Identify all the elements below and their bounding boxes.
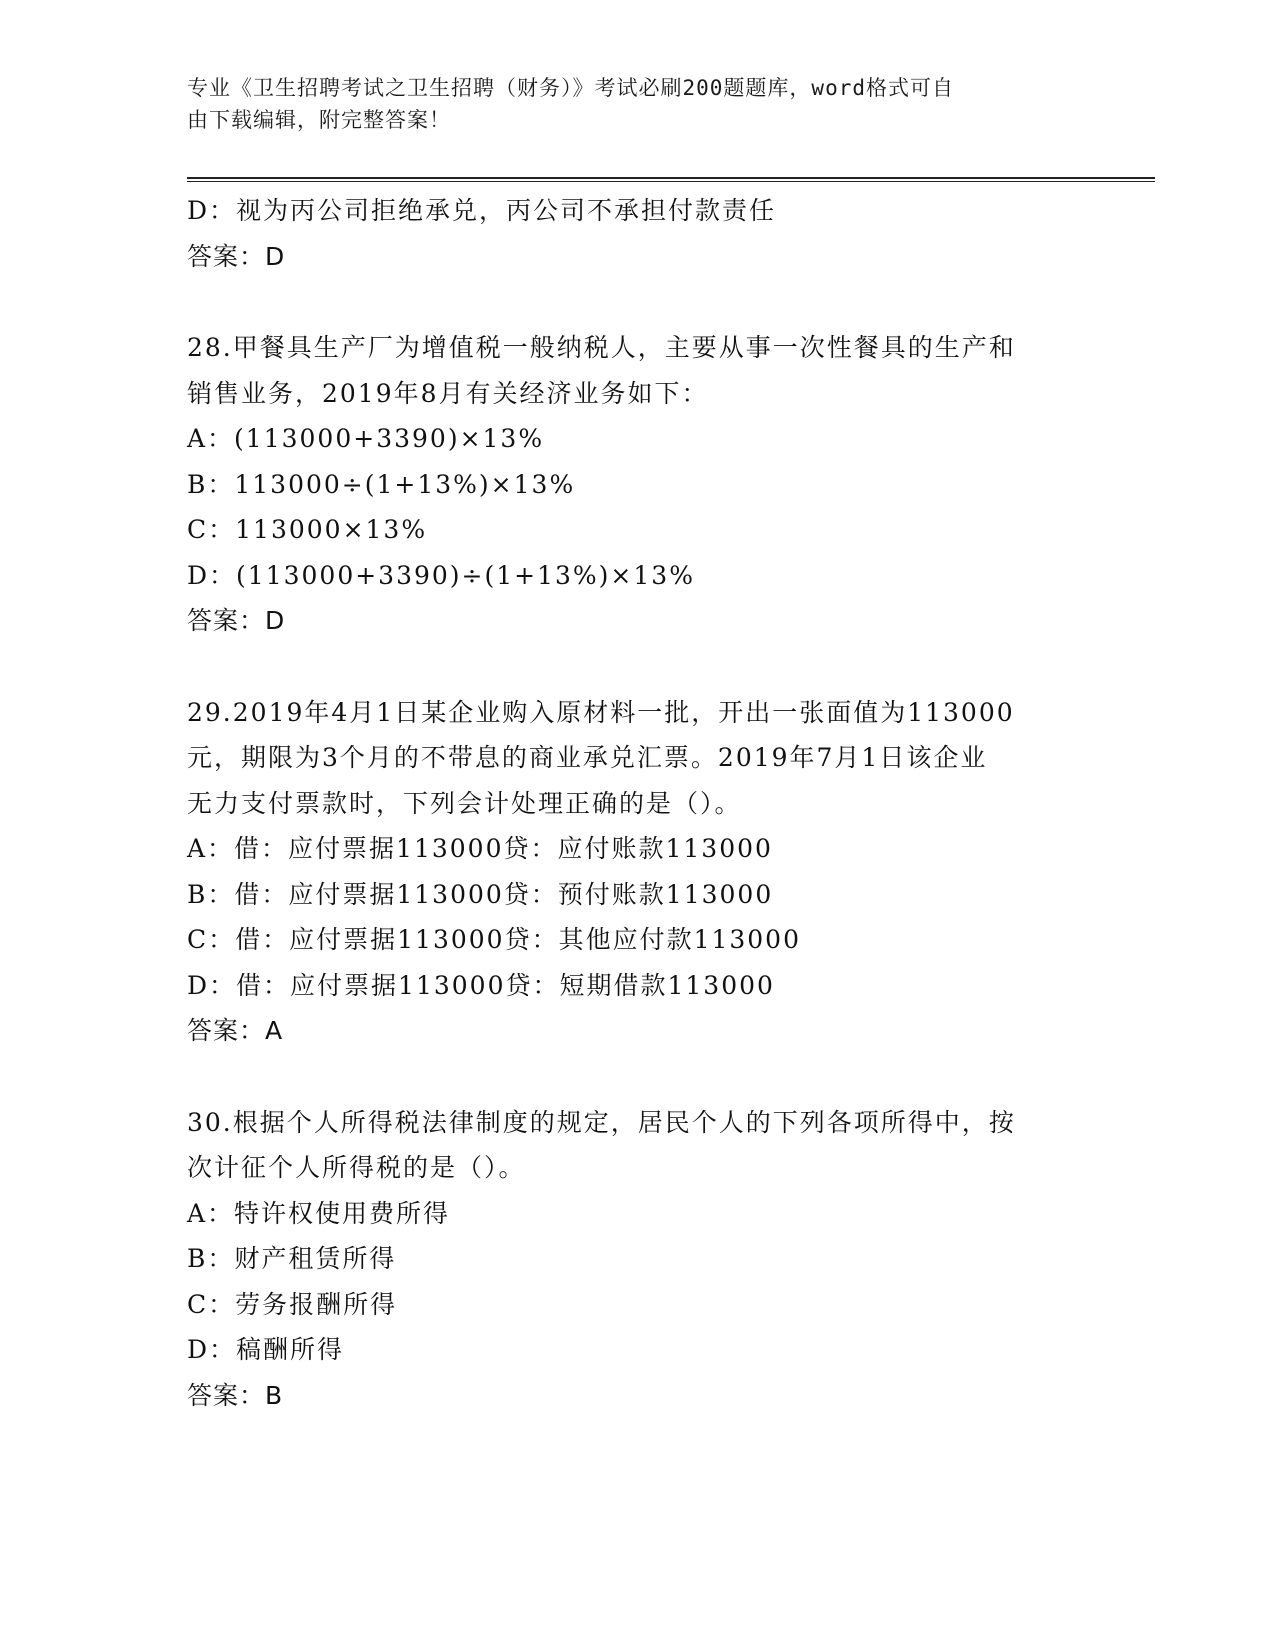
previous-question-tail <box>187 188 1087 279</box>
option-b: B：113000÷(1+13%)×13% <box>187 469 576 499</box>
question-text-line: 元，期限为3个月的不带息的商业承兑汇票。2019年7月1日该企业 <box>187 743 988 772</box>
option-c: C：113000×13% <box>187 515 428 544</box>
question-text-line: 28.甲餐具生产厂为增值税一般纳税人，主要从事一次性餐具的生产和 <box>187 333 1016 362</box>
spacer <box>187 644 1087 690</box>
option-c: C：借：应付票据113000贷：其他应付款113000 <box>187 925 801 954</box>
option-b: B：借：应付票据113000贷：预付账款113000 <box>187 879 774 909</box>
spacer <box>187 279 1087 325</box>
option-a: A：特许权使用费所得 <box>187 1198 451 1228</box>
option-d: D：(113000+3390)÷(1+13%)×13% <box>187 560 695 590</box>
option-a: A：借：应付票据113000贷：应付账款113000 <box>187 834 773 863</box>
answer: 答案：D <box>187 606 286 635</box>
option-d: D：视为丙公司拒绝承兑，丙公司不承担付款责任 <box>187 196 777 225</box>
page-header <box>187 72 1067 136</box>
question-text-line: 30.根据个人所得税法律制度的规定，居民个人的下列各项所得中，按 <box>187 1107 1016 1137</box>
option-a: A：(113000+3390)×13% <box>187 424 545 453</box>
spacer <box>187 1054 1087 1100</box>
header-divider <box>187 177 1155 182</box>
question-29 <box>187 690 1087 1054</box>
header-line-1: 专业《卫生招聘考试之卫生招聘（财务）》考试必刷200题题库，word格式可自 <box>187 76 954 100</box>
option-d: D：稿酬所得 <box>187 1335 345 1364</box>
question-28 <box>187 325 1087 644</box>
option-b: B：财产租赁所得 <box>187 1244 397 1273</box>
answer: 答案：A <box>187 1016 284 1045</box>
header-line-2: 由下载编辑，附完整答案！ <box>187 108 451 132</box>
question-text-line: 销售业务，2019年8月有关经济业务如下： <box>187 378 709 408</box>
answer: 答案：D <box>187 241 286 271</box>
question-30 <box>187 1100 1087 1419</box>
question-text-line: 次计征个人所得税的是（）。 <box>187 1153 526 1182</box>
question-text-line: 29.2019年4月1日某企业购入原材料一批，开出一张面值为113000 <box>187 697 1015 727</box>
option-c: C：劳务报酬所得 <box>187 1289 398 1319</box>
question-text-line: 无力支付票款时，下列会计处理正确的是（）。 <box>187 788 742 818</box>
answer: 答案：B <box>187 1380 284 1410</box>
document-body <box>187 188 1087 1418</box>
option-d: D：借：应付票据113000贷：短期借款113000 <box>187 970 775 1000</box>
